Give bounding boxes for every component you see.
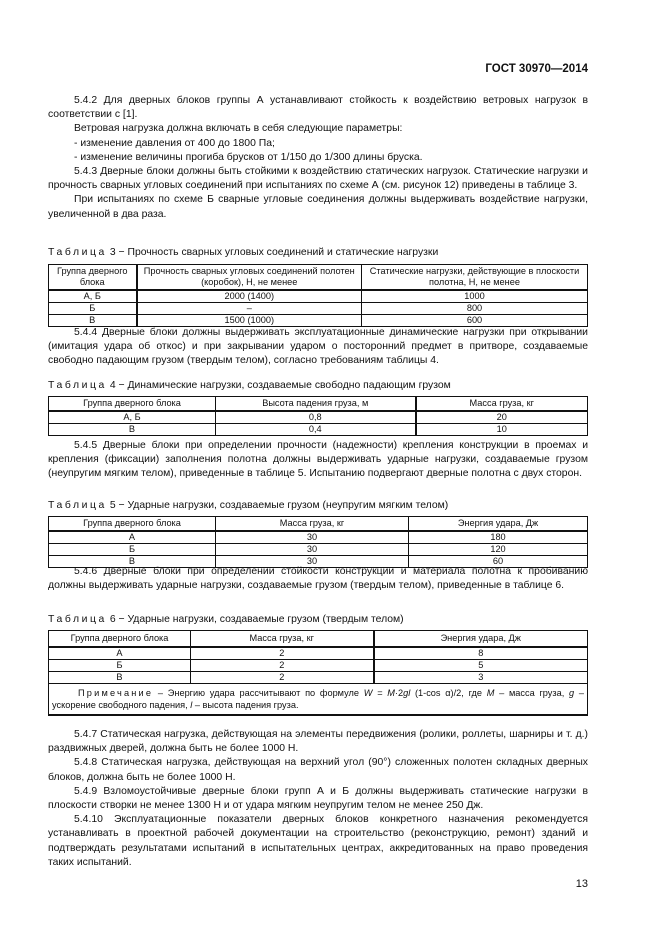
column-header: Масса груза, кг	[216, 517, 409, 532]
column-header: Статические нагрузки, действующие в плоскости полотна, Н, не менее	[362, 265, 588, 291]
cell: 30	[216, 556, 409, 568]
section-5-4-2-3	[48, 94, 588, 222]
note-text: – высота падения груза.	[192, 700, 299, 710]
table-number: 6	[109, 614, 116, 625]
table-label: Таблица	[48, 380, 107, 391]
table-row	[49, 411, 588, 424]
paragraph-scheme-b: При испытаниях по схеме Б сварные угловые соединения должны выдерживать воздействие нагрузки, увеличенной в два раза.	[48, 194, 588, 220]
table-row	[49, 660, 588, 672]
paragraph-5-4-6: 5.4.6 Дверные блоки при определении стойкости конструкции и материала полотна к пробиванию должны выдерживать ударные нагрузки, создаваемые грузом (твердым телом), приведенные в таблице 6.	[48, 566, 588, 592]
table-row	[49, 544, 588, 556]
note-text: (1-cos α)/2, где	[410, 688, 487, 698]
table-label: Таблица	[48, 247, 107, 258]
column-header: Энергия удара, Дж	[374, 631, 588, 648]
cell: 2	[191, 672, 374, 684]
formula-var: W = M	[363, 688, 395, 698]
column-header: Группа дверного блока	[49, 265, 137, 291]
column-header: Прочность сварных угловых соединений полотен (коробок), Н, не менее	[137, 265, 362, 291]
table-label: Таблица	[48, 500, 107, 511]
cell: 2000 (1400)	[137, 290, 362, 303]
cell: В	[49, 672, 191, 684]
cell: 10	[416, 424, 588, 436]
note-text: – ускорение свободного падения,	[52, 688, 585, 710]
table-5-caption	[48, 499, 448, 512]
cell: А, Б	[49, 411, 216, 424]
cell: Б	[49, 303, 137, 315]
list-item-deflection: - изменение величины прогиба брусков от 1/150 до 1/300 длины бруска.	[74, 151, 423, 163]
section-5-4-4	[48, 326, 588, 369]
column-header: Масса груза, кг	[191, 631, 374, 648]
table-row	[49, 531, 588, 544]
table-title: − Ударные нагрузки, создаваемые грузом (твердым телом)	[118, 614, 404, 625]
column-header: Энергия удара, Дж	[409, 517, 588, 532]
cell: 5	[374, 660, 588, 672]
paragraph-5-4-10: 5.4.10 Эксплуатационные показатели дверных блоков конкретного назначения рекомендуется устанавливать в проектной рабочей документации на строительство (реконструкцию, ремонт) зданий и подтверждать результатами испытаний в испытательных центрах, аккредитованных на право проведения таких испытаний.	[48, 814, 588, 868]
paragraph-5-4-3: 5.4.3 Дверные блоки должны быть стойкими к воздействию статических нагрузок. Статические нагрузки и прочность сварных угловых соединений при испытаниях по схеме А (см. рисунок 12) приведены в таблице 3.	[48, 166, 588, 192]
cell: В	[49, 424, 216, 436]
cell: 600	[362, 315, 588, 327]
table-row	[49, 290, 588, 303]
cell: А	[49, 647, 191, 660]
table-number: 5	[109, 500, 116, 511]
table-title: − Динамические нагрузки, создаваемые свободно падающим грузом	[118, 380, 451, 391]
paragraph-5-4-8: 5.4.8 Статическая нагрузка, действующая на верхний угол (90°) сложенных полотен складных дверных блоков, должна быть не более 1000 Н.	[48, 757, 588, 783]
cell: 180	[409, 531, 588, 544]
table-row	[49, 315, 588, 327]
table-note-row	[49, 684, 588, 716]
cell: Б	[49, 660, 191, 672]
cell: 0,4	[216, 424, 416, 436]
table-title: − Ударные нагрузки, создаваемые грузом (неупругим мягким телом)	[118, 500, 449, 511]
note-text: ·2	[394, 688, 404, 698]
note-label: Примечание	[78, 688, 154, 698]
table-4-caption	[48, 379, 451, 392]
formula-var: M	[486, 688, 495, 698]
cell: В	[49, 315, 137, 327]
formula-var: g	[569, 688, 575, 698]
table-number: 3	[109, 247, 116, 258]
paragraph-5-4-4: 5.4.4 Дверные блоки должны выдерживать эксплуатационные динамические нагрузки при открывании (имитация удара об откос) и при закрывании ударом о посторонний предмет в притворе, создаваемые свободно падающим грузом (твердым телом), согласно требованиям таблицы 4.	[48, 327, 588, 367]
cell: –	[137, 303, 362, 315]
paragraph-5-4-5: 5.4.5 Дверные блоки при определении прочности (надежности) крепления конструкции в проемах и крепления (фиксации) заполнения полотна должны выдерживать ударные нагрузки, создаваемые грузом (неупругим мягким телом), приведенные в таблице 5. Испытанию подвергают дверные полотна с двух сторон.	[48, 440, 588, 480]
cell: Б	[49, 544, 216, 556]
paragraph-5-4-9: 5.4.9 Взломоустойчивые дверные блоки групп А и Б должны выдерживать статические нагрузки в плоскости створки не менее 1300 Н и от удара мягким неупругим телом не менее 250 Дж.	[48, 785, 588, 812]
section-5-4-7-10	[48, 728, 588, 870]
table-6-caption	[48, 613, 404, 626]
cell: 2	[191, 660, 374, 672]
formula-var: l	[190, 700, 193, 710]
cell: 0,8	[216, 411, 416, 424]
cell: 30	[216, 531, 409, 544]
cell: 60	[409, 556, 588, 568]
page-number: 13	[575, 878, 588, 890]
section-5-4-6	[48, 565, 588, 593]
cell: 2	[191, 647, 374, 660]
formula-var: gl	[403, 688, 411, 698]
cell: 3	[374, 672, 588, 684]
table-row	[49, 647, 588, 660]
cell: 30	[216, 544, 409, 556]
column-header: Высота падения груза, м	[216, 397, 416, 412]
cell: 20	[416, 411, 588, 424]
section-5-4-5	[48, 439, 588, 482]
table-3-caption	[48, 246, 438, 259]
cell: А	[49, 531, 216, 544]
paragraph-5-4-7: 5.4.7 Статическая нагрузка, действующая на элементы передвижения (ролики, роллеты, шарниры и т. д.) раздвижных дверей, должна быть не более 1000 Н.	[48, 729, 588, 755]
paragraph-5-4-2: 5.4.2 Для дверных блоков группы А устанавливают стойкость к воздействию ветровых нагрузок в соответствии с [1].	[48, 95, 588, 121]
column-header: Группа дверного блока	[49, 631, 191, 648]
table-note	[49, 684, 588, 716]
column-header: Масса груза, кг	[416, 397, 588, 412]
note-text: – Энергию удара рассчитывают по формуле	[153, 688, 364, 698]
cell: 1000	[362, 290, 588, 303]
cell: 8	[374, 647, 588, 660]
cell: 800	[362, 303, 588, 315]
document-header-id: ГОСТ 30970—2014	[485, 63, 588, 75]
table-row	[49, 672, 588, 684]
table-row	[49, 303, 588, 315]
cell: 1500 (1000)	[137, 315, 362, 327]
table-label: Таблица	[48, 614, 107, 625]
cell: В	[49, 556, 216, 568]
table-title: − Прочность сварных угловых соединений и статические нагрузки	[118, 247, 439, 258]
cell: 120	[409, 544, 588, 556]
table-6	[48, 630, 588, 716]
cell: А, Б	[49, 290, 137, 303]
paragraph-wind-load: Ветровая нагрузка должна включать в себя следующие параметры:	[74, 123, 403, 135]
note-text: – масса груза,	[494, 688, 570, 698]
column-header: Группа дверного блока	[49, 397, 216, 412]
table-5	[48, 516, 588, 568]
column-header: Группа дверного блока	[49, 517, 216, 532]
table-4	[48, 396, 588, 436]
list-item-pressure: - изменение давления от 400 до 1800 Па;	[74, 137, 275, 149]
table-row	[49, 424, 588, 436]
table-3	[48, 264, 588, 327]
table-number: 4	[109, 380, 116, 391]
